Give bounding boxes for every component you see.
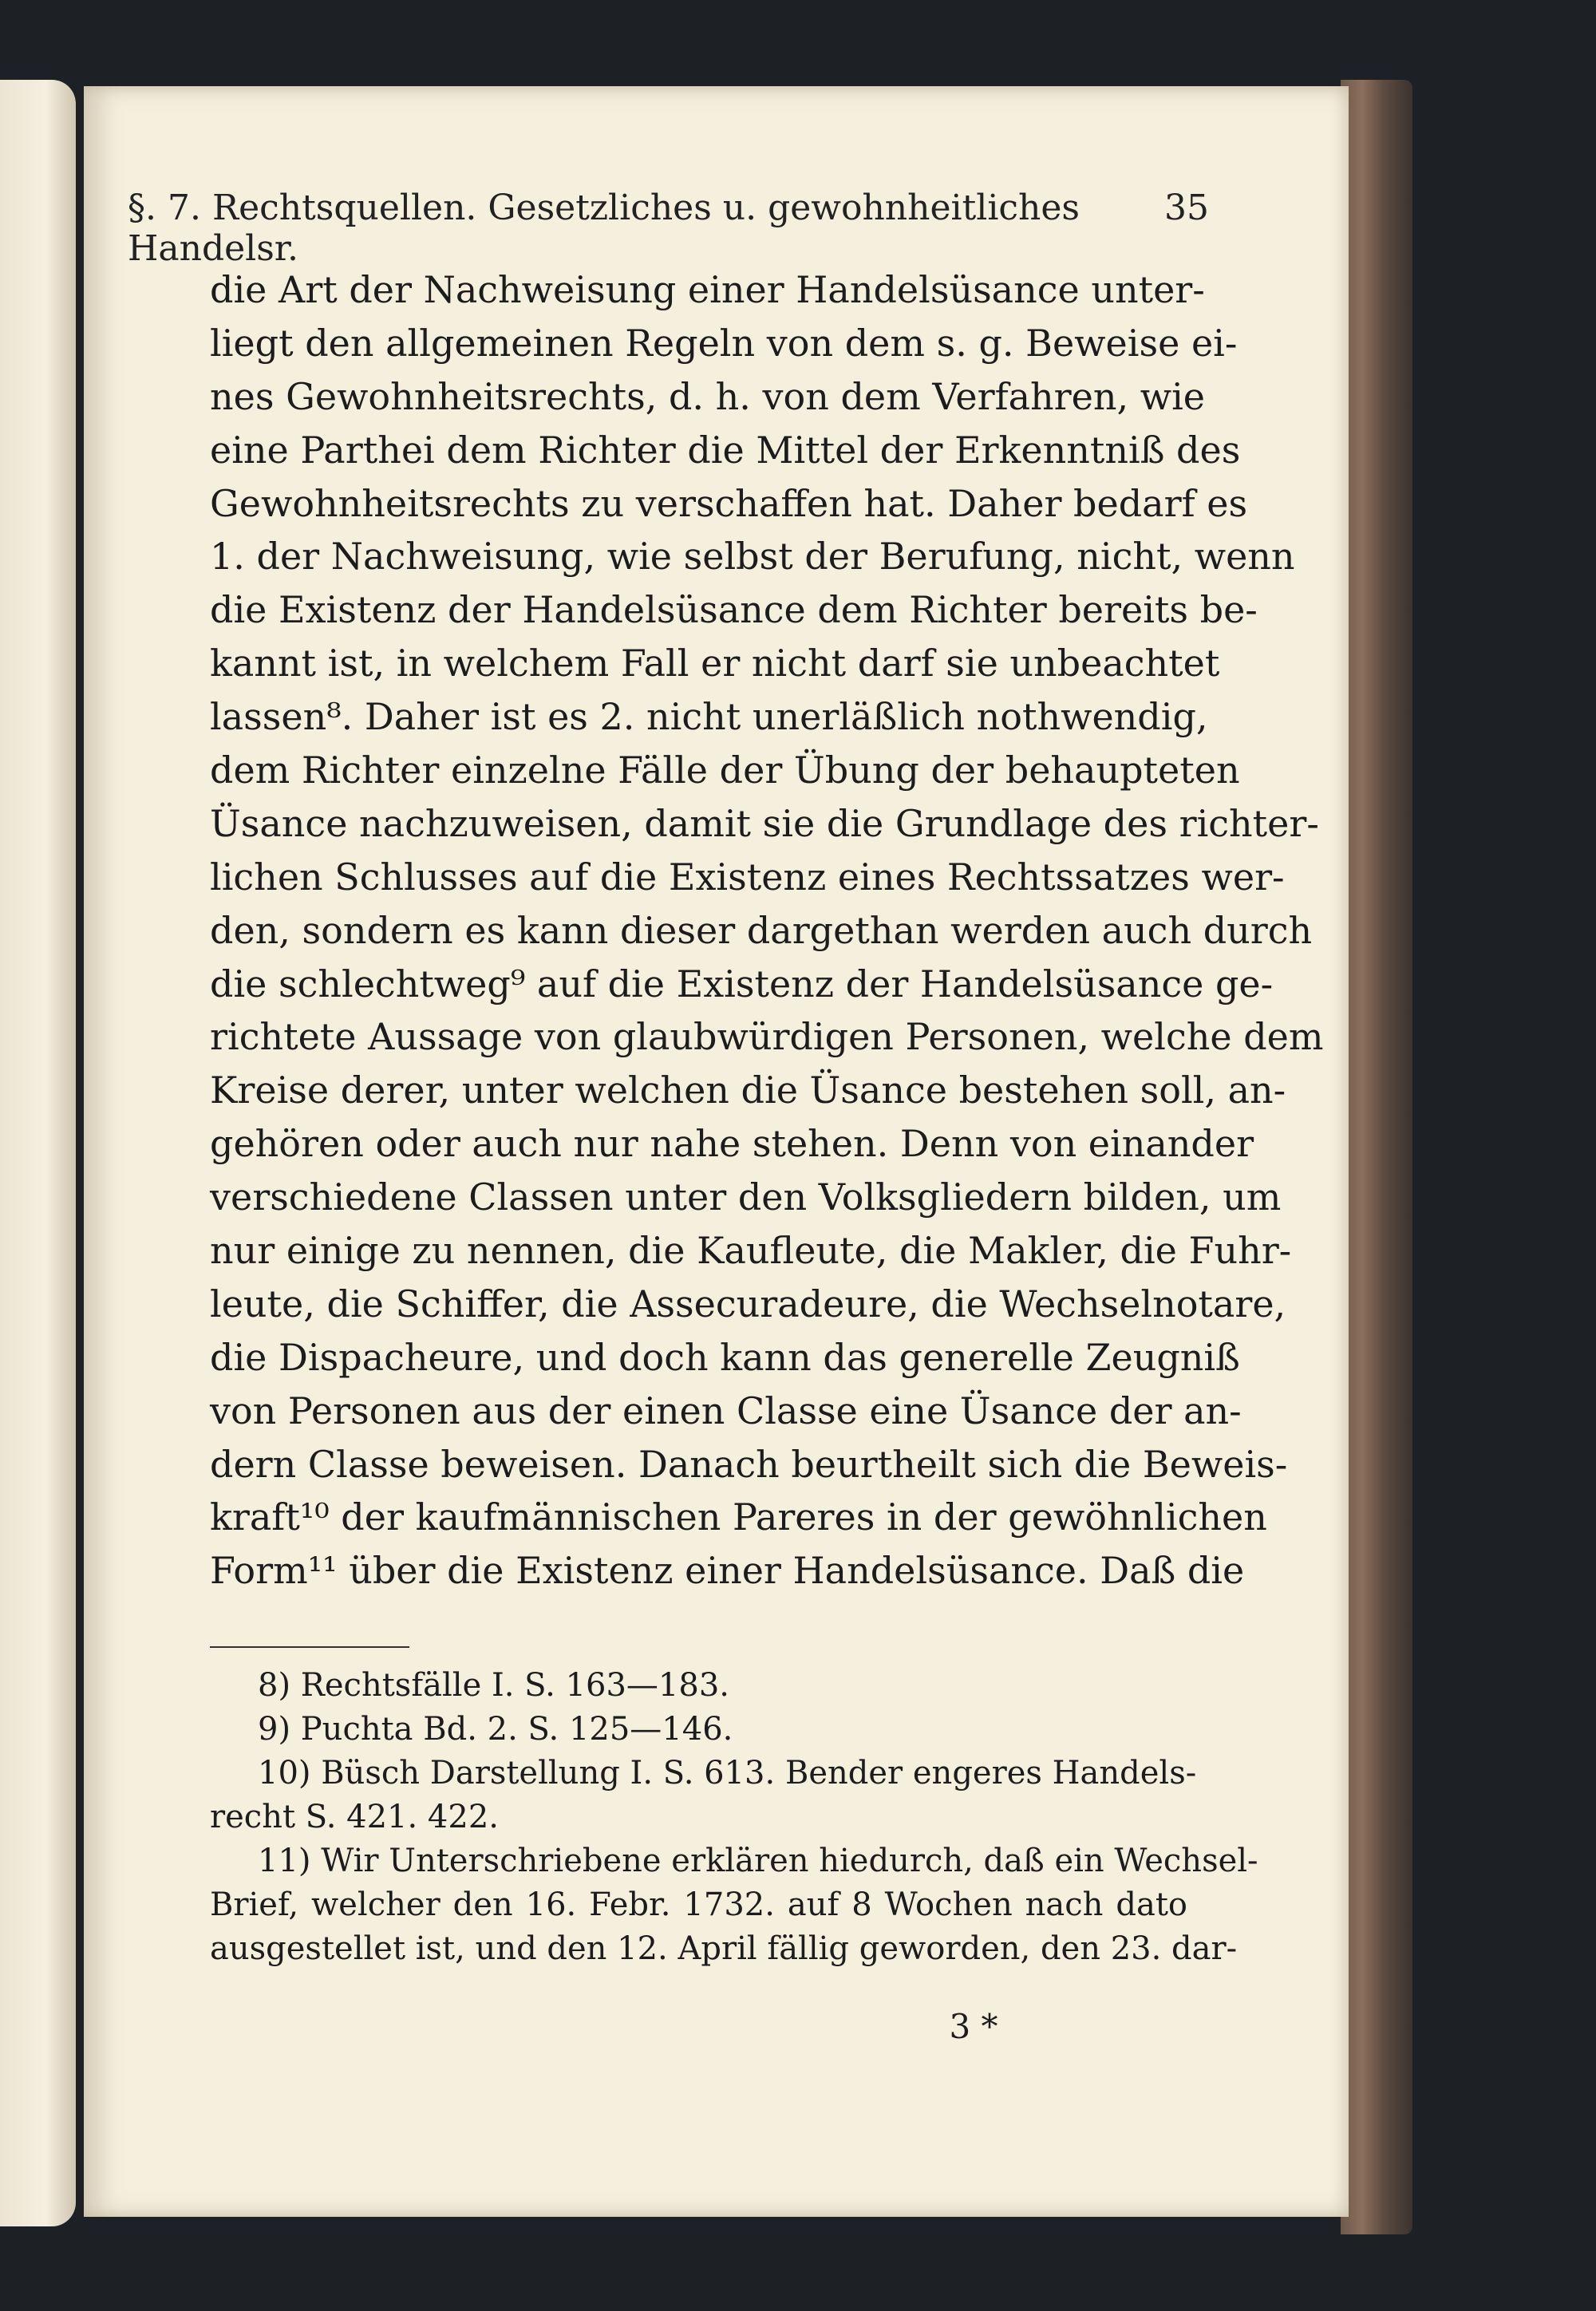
- book-cover-edge: [1341, 80, 1412, 2234]
- text-line: die Art der Nachweisung einer Handelsüsance unter-: [210, 268, 1205, 311]
- text-line: leute, die Schiffer, die Assecuradeure, die Wechselnotare,: [210, 1282, 1286, 1325]
- previous-page-edge: [0, 80, 76, 2226]
- running-header-title: §. 7. Rechtsquellen. Gesetzliches u. gewohnheitliches Handelsr.: [128, 188, 1080, 269]
- text-line: Üsance nachzuweisen, damit sie die Grundlage des richter-: [210, 801, 1319, 845]
- text-line: Kreise derer, unter welchen die Üsance bestehen soll, an-: [210, 1069, 1286, 1112]
- footnote-11-cont: Brief, welcher den 16. Febr. 1732. auf 8 Wochen nach dato: [210, 1886, 1187, 1923]
- text-line: die Dispacheure, und doch kann das generelle Zeugniß: [210, 1335, 1240, 1379]
- footnote-11: 11) Wir Unterschriebene erklären hiedurch, daß ein Wechsel-: [258, 1843, 1258, 1879]
- signature-mark: 3 *: [949, 2007, 998, 2046]
- text-line: Form¹¹ über die Existenz einer Handelsüsance. Daß die: [210, 1549, 1245, 1593]
- main-text: [210, 263, 1324, 1598]
- text-line: gehören oder auch nur nahe stehen. Denn von einander: [210, 1122, 1254, 1166]
- text-line: liegt den allgemeinen Regeln von dem s. g. Beweise ei-: [210, 321, 1238, 365]
- footnotes: [210, 1664, 1258, 1971]
- footnote-11-cont: ausgestellet ist, und den 12. April fällig geworden, den 23. dar-: [210, 1930, 1238, 1967]
- text-line: dern Classe beweisen. Danach beurtheilt sich die Beweis-: [210, 1442, 1288, 1486]
- text-line: kraft¹⁰ der kaufmännischen Pareres in der gewöhnlichen: [210, 1495, 1267, 1539]
- text-line: kannt ist, in welchem Fall er nicht darf sie unbeachtet: [210, 642, 1220, 685]
- footnote-9: 9) Puchta Bd. 2. S. 125—146.: [258, 1711, 733, 1748]
- text-line: lassen⁸. Daher ist es 2. nicht unerläßlich nothwendig,: [210, 695, 1208, 739]
- text-line: nur einige zu nennen, die Kaufleute, die Makler, die Fuhr-: [210, 1229, 1292, 1273]
- page-number: 35: [1164, 188, 1209, 228]
- footnote-8: 8) Rechtsfälle I. S. 163—183.: [258, 1667, 729, 1704]
- text-line: nes Gewohnheitsrechts, d. h. von dem Verfahren, wie: [210, 374, 1206, 418]
- text-line: die Existenz der Handelsüsance dem Richter bereits be-: [210, 588, 1258, 632]
- text-line: eine Parthei dem Richter die Mittel der Erkenntniß des: [210, 428, 1241, 472]
- footnote-10: 10) Büsch Darstellung I. S. 613. Bender engeres Handels-: [258, 1755, 1197, 1792]
- footnote-10-cont: recht S. 421. 422.: [210, 1799, 499, 1835]
- text-line: von Personen aus der einen Classe eine Üsance der an-: [210, 1389, 1242, 1432]
- text-line: Gewohnheitsrechts zu verschaffen hat. Daher bedarf es: [210, 481, 1248, 525]
- text-line: 1. der Nachweisung, wie selbst der Berufung, nicht, wenn: [210, 535, 1295, 579]
- text-line: verschiedene Classen unter den Volksgliedern bilden, um: [210, 1175, 1282, 1219]
- footnote-divider: [210, 1646, 409, 1648]
- text-line: lichen Schlusses auf die Existenz eines Rechtssatzes wer-: [210, 855, 1285, 899]
- text-line: richtete Aussage von glaubwürdigen Personen, welche dem: [210, 1015, 1324, 1059]
- text-line: den, sondern es kann dieser dargethan werden auch durch: [210, 908, 1313, 952]
- text-line: die schlechtweg⁹ auf die Existenz der Handelsüsance ge-: [210, 962, 1274, 1005]
- text-line: dem Richter einzelne Fälle der Übung der behaupteten: [210, 749, 1240, 792]
- running-header: [128, 188, 1209, 269]
